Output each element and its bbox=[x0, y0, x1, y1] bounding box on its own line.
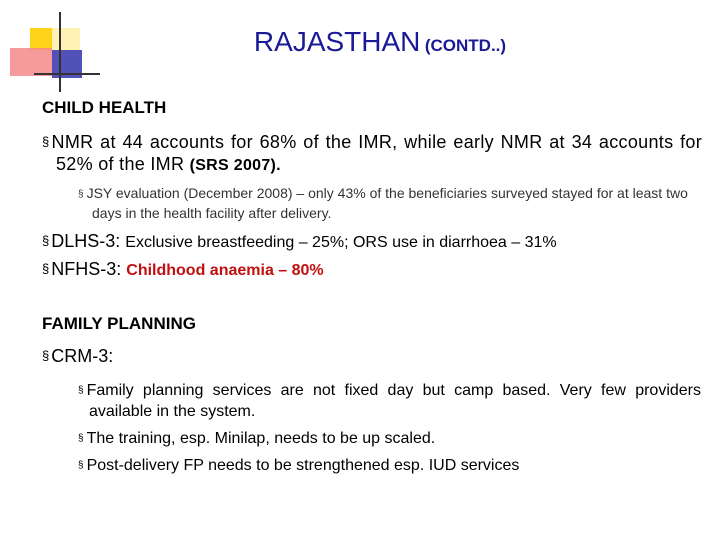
page-title: RAJASTHAN (CONTD..) bbox=[253, 26, 507, 57]
title-suffix: (CONTD..) bbox=[424, 36, 507, 55]
family-planning-heading: FAMILY PLANNING bbox=[42, 314, 196, 333]
bullet-icon: § bbox=[78, 385, 84, 396]
nfhs-bullet: § NFHS-3: Childhood anaemia – 80% bbox=[42, 259, 324, 279]
nmr-bullet: § NMR at 44 accounts for 68% of the IMR, while early NMR at 34 accounts for 52% of the IMR (SRS 2007). bbox=[42, 132, 702, 174]
bullet-icon: § bbox=[42, 348, 50, 363]
bullet-icon: § bbox=[78, 460, 84, 471]
jsy-sub-bullet: § JSY evaluation (December 2008) – only 43% of the beneficiaries surveyed stayed for at least two days in the health facility after delivery. bbox=[78, 185, 688, 221]
dlhs-bullet: § DLHS-3: Exclusive breastfeeding – 25%; ORS use in diarrhoea – 31% bbox=[42, 231, 557, 251]
fp-item-3: § Post-delivery FP needs to be strengthened esp. IUD services bbox=[78, 457, 520, 474]
bullet-icon: § bbox=[42, 134, 50, 149]
fp-item-2: § The training, esp. Minilap, needs to be up scaled. bbox=[78, 430, 436, 447]
nmr-source: (SRS 2007). bbox=[189, 157, 281, 174]
bullet-icon: § bbox=[78, 189, 84, 200]
bullet-icon: § bbox=[42, 261, 50, 276]
crm-bullet: § CRM-3: bbox=[42, 346, 114, 366]
anaemia-highlight: Childhood anaemia – 80% bbox=[126, 262, 324, 279]
bullet-icon: § bbox=[78, 433, 84, 444]
fp-item-1: § Family planning services are not fixed day but camp based. Very few providers available in the system. bbox=[78, 382, 701, 420]
bullet-icon: § bbox=[42, 233, 50, 248]
child-health-heading: CHILD HEALTH bbox=[42, 98, 167, 117]
